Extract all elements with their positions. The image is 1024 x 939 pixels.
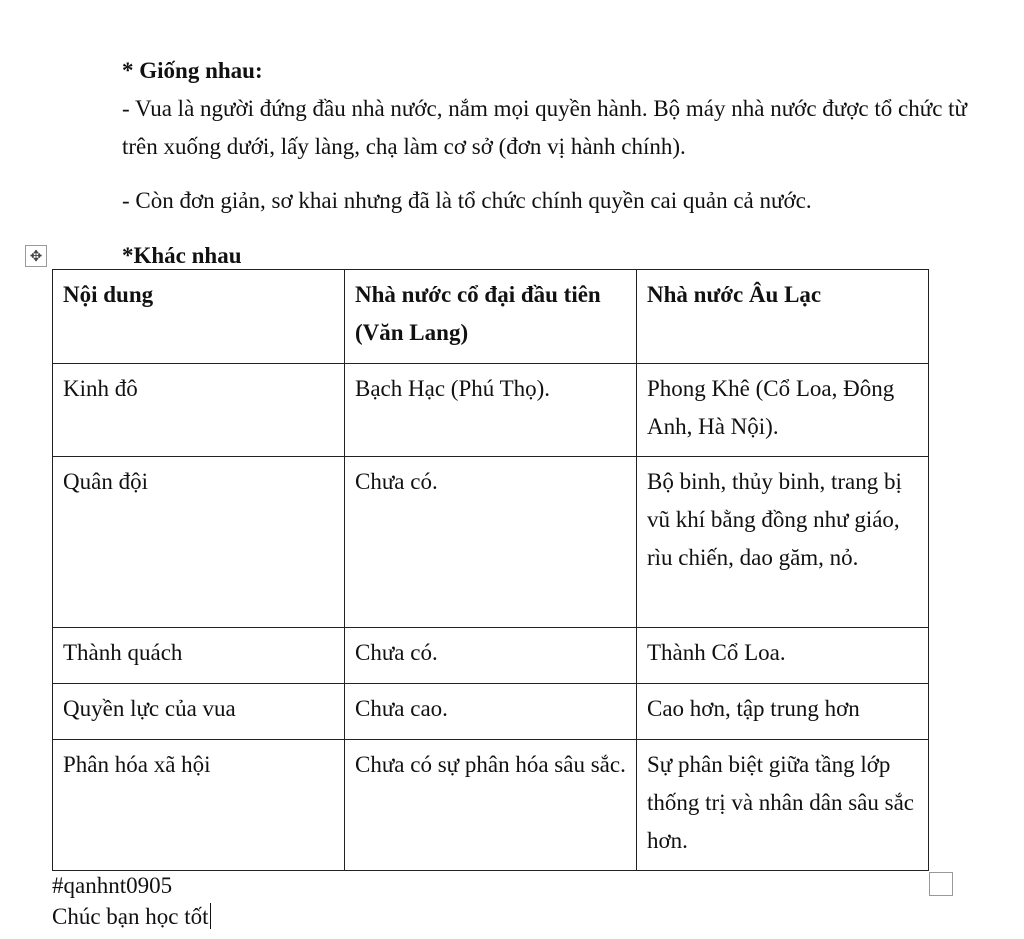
table-cell[interactable]: Chưa có. [345, 628, 637, 684]
table-row [53, 364, 929, 457]
footer-line[interactable] [52, 902, 211, 932]
table-cell[interactable]: Chưa cao. [345, 684, 637, 740]
header-cell[interactable]: Nhà nước cổ đại đầu tiên (Văn Lang) [345, 270, 637, 364]
text-cursor [210, 903, 212, 929]
table-cell[interactable]: Kinh đô [53, 364, 345, 457]
table-row [53, 740, 929, 871]
footer-tag: #qanhnt0905 [52, 873, 173, 898]
table-cell[interactable]: Quyền lực của vua [53, 684, 345, 740]
table-cell[interactable]: Phân hóa xã hội [53, 740, 345, 871]
table-cell[interactable]: Chưa có. [345, 457, 637, 628]
header-cell[interactable]: Nhà nước Âu Lạc [637, 270, 929, 364]
header-cell[interactable]: Nội dung [53, 270, 345, 364]
similarities-point-1: - Vua là người đứng đầu nhà nước, nắm mọi quyền hành. Bộ máy nhà nước được tổ chức từ trên xuống dưới, lấy làng, chạ làm cơ sở (đơn vị hành chính). [122, 96, 968, 159]
differences-heading: *Khác nhau [122, 243, 242, 268]
table-cell[interactable]: Chưa có sự phân hóa sâu sắc. [345, 740, 637, 871]
table-cell[interactable]: Bạch Hạc (Phú Thọ). [345, 364, 637, 457]
table-cell[interactable]: Sự phân biệt giữa tầng lớp thống trị và nhân dân sâu sắc hơn. [637, 740, 929, 871]
table-row [53, 684, 929, 740]
closing-text: Chúc bạn học tốt [52, 904, 209, 929]
table-cell[interactable]: Thành Cổ Loa. [637, 628, 929, 684]
similarities-point-2: - Còn đơn giản, sơ khai nhưng đã là tổ chức chính quyền cai quản cả nước. [122, 188, 812, 213]
table-cell[interactable]: Bộ binh, thủy binh, trang bị vũ khí bằng đồng như giáo, rìu chiến, dao găm, nỏ. [637, 457, 929, 628]
comparison-table [52, 269, 929, 871]
table-header-row [53, 270, 929, 364]
resize-handle-icon[interactable] [929, 872, 953, 896]
table-cell[interactable]: Cao hơn, tập trung hơn [637, 684, 929, 740]
table-cell[interactable]: Quân đội [53, 457, 345, 628]
table-cell[interactable]: Thành quách [53, 628, 345, 684]
table-cell[interactable]: Phong Khê (Cổ Loa, Đông Anh, Hà Nội). [637, 364, 929, 457]
table-row [53, 628, 929, 684]
similarities-heading: * Giống nhau: [122, 58, 263, 83]
table-row [53, 457, 929, 628]
move-icon[interactable]: ✥ [25, 245, 47, 267]
